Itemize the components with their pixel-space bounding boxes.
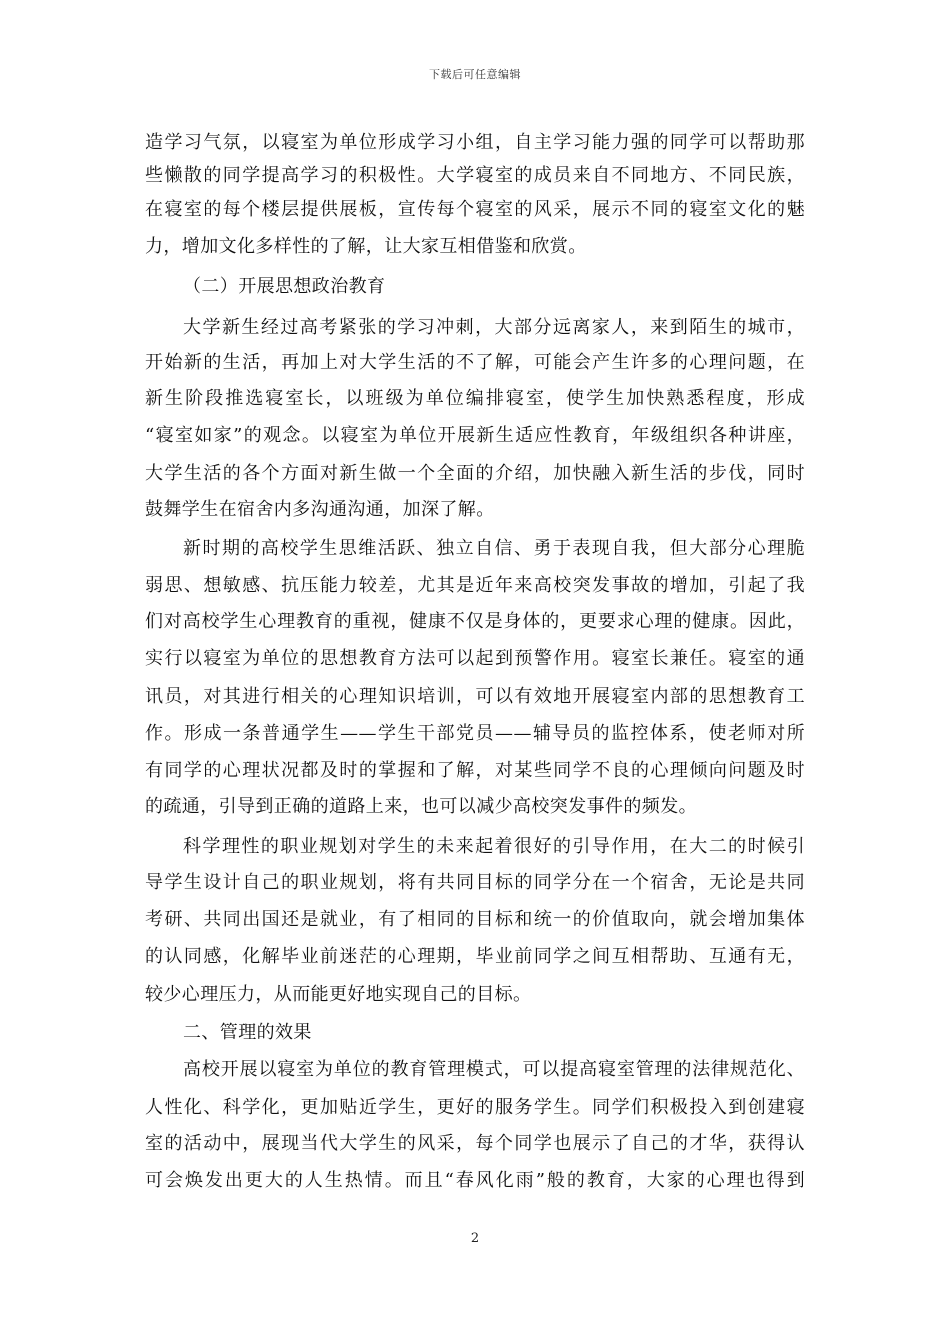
text-line: 力，增加文化多样性的了解，让大家互相借鉴和欣赏。 (145, 236, 587, 257)
paragraph-first-line: 科学理性的职业规划对学生的未来起着很好的引导作用，在大二的时候引 (183, 836, 805, 857)
section-heading: 二、管理的效果 (183, 1022, 312, 1043)
paragraph-first-line: 大学新生经过高考紧张的学习冲刺，大部分远离家人，来到陌生的城市， (183, 317, 805, 338)
text-line: 作。形成一条普通学生——学生干部党员——辅导员的监控体系，使老师对所 (145, 723, 805, 744)
page-number: 2 (470, 1231, 480, 1246)
text-line: 大学生活的各个方面对新生做一个全面的介绍，加快融入新生活的步伐，同时 (145, 463, 805, 484)
text-line: 导学生设计自己的职业规划，将有共同目标的同学分在一个宿舍，无论是共同 (145, 872, 805, 893)
text-line: “寝室如家”的观念。以寝室为单位开展新生适应性教育，年级组织各种讲座， (145, 425, 805, 446)
text-line: 的疏通，引导到正确的道路上来，也可以减少高校突发事件的频发。 (145, 796, 697, 817)
text-line: 在寝室的每个楼层提供展板，宣传每个寝室的风采，展示不同的寝室文化的魅 (145, 199, 805, 220)
text-line: 可会焕发出更大的人生热情。而且“春风化雨”般的教育，大家的心理也得到 (145, 1170, 805, 1191)
page-header: 下载后可任意编辑 (429, 68, 521, 81)
text-line: 些懒散的同学提高学习的积极性。大学寝室的成员来自不同地方、不同民族， (145, 165, 805, 186)
text-line: 讯员，对其进行相关的心理知识培训，可以有效地开展寝室内部的思想教育工 (145, 686, 805, 707)
text-line: 实行以寝室为单位的思想教育方法可以起到预警作用。寝室长兼任。寝室的通 (145, 648, 805, 669)
text-line: 鼓舞学生在宿舍内多沟通沟通，加深了解。 (145, 499, 495, 520)
text-line: 开始新的生活，再加上对大学生活的不了解，可能会产生许多的心理问题，在 (145, 352, 805, 373)
text-line: 室的活动中，展现当代大学生的风采，每个同学也展示了自己的才华，获得认 (145, 1133, 805, 1154)
text-line: 们对高校学生心理教育的重视，健康不仅是身体的，更要求心理的健康。因此， (145, 611, 805, 632)
text-line: 考研、共同出国还是就业，有了相同的目标和统一的价值取向，就会增加集体 (145, 909, 805, 930)
text-line: 人性化、科学化，更加贴近学生，更好的服务学生。同学们积极投入到创建寝 (145, 1097, 805, 1118)
text-line: 的认同感，化解毕业前迷茫的心理期，毕业前同学之间互相帮助、互通有无， (145, 946, 805, 967)
text-line: 造学习气氛，以寝室为单位形成学习小组，自主学习能力强的同学可以帮助那 (145, 132, 805, 153)
paragraph-first-line: 高校开展以寝室为单位的教育管理模式，可以提高寝室管理的法律规范化、 (183, 1059, 805, 1080)
text-line: 较少心理压力，从而能更好地实现自己的目标。 (145, 984, 532, 1005)
section-heading: （二）开展思想政治教育 (183, 276, 386, 297)
text-line: 有同学的心理状况都及时的掌握和了解，对某些同学不良的心理倾向问题及时 (145, 760, 805, 781)
text-line: 弱思、想敏感、抗压能力较差，尤其是近年来高校突发事故的增加，引起了我 (145, 575, 805, 596)
text-line: 新生阶段推选寝室长，以班级为单位编排寝室，使学生加快熟悉程度，形成 (145, 388, 805, 409)
paragraph-first-line: 新时期的高校学生思维活跃、独立自信、勇于表现自我，但大部分心理脆 (183, 538, 805, 559)
